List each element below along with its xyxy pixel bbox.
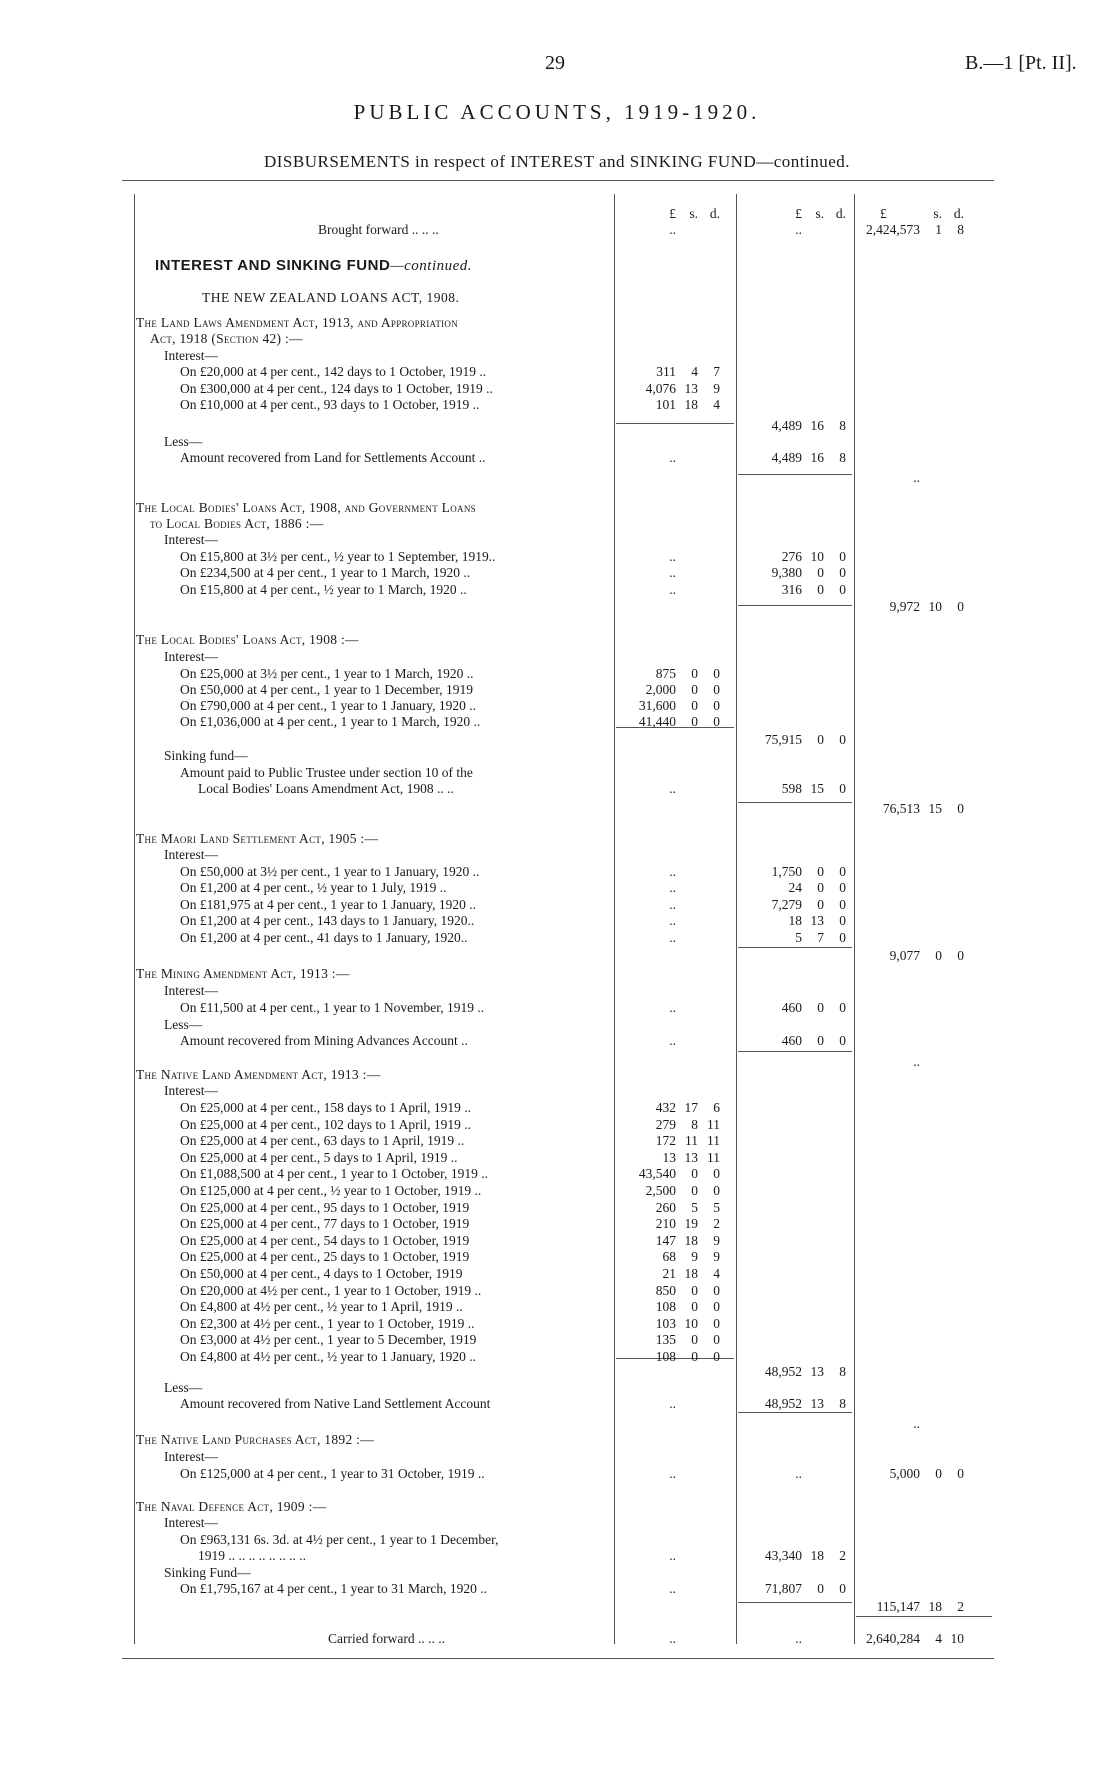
- pence: 9: [713, 1232, 720, 1248]
- c1-dots: ..: [669, 549, 676, 564]
- pounds: 5,000: [889, 1466, 920, 1481]
- mining-title: The Mining Amendment Act, 1913 :—: [136, 966, 350, 981]
- pence: 0: [839, 880, 846, 895]
- pounds: 68: [662, 1249, 676, 1265]
- document-reference: B.—1 [Pt. II].: [965, 52, 1077, 74]
- pounds: 108: [655, 1299, 676, 1315]
- item-label: On £790,000 at 4 per cent., 1 year to 1 January, 1920 ..: [180, 698, 477, 713]
- rule-mining-c2: [738, 1051, 852, 1052]
- c1-dots: ..: [669, 897, 676, 912]
- pounds: 9,077: [889, 948, 920, 963]
- pence: 11: [707, 1133, 720, 1149]
- mining-interest: Interest—: [164, 983, 218, 998]
- shillings: 0: [691, 714, 698, 729]
- native-less: Less—: [164, 1380, 203, 1395]
- c2-dots: ..: [795, 222, 802, 237]
- rule-naval-c2: [738, 1602, 852, 1603]
- lb1908-interest: Interest—: [164, 649, 218, 664]
- page-title: PUBLIC ACCOUNTS, 1919-1920.: [353, 100, 761, 124]
- pence: 0: [839, 930, 846, 945]
- pence: 11: [707, 1149, 720, 1165]
- bf-pence: 8: [957, 222, 964, 237]
- shillings: 0: [691, 698, 698, 713]
- item-label: On £1,088,500 at 4 per cent., 1 year to 1 October, 1919 ..: [180, 1166, 489, 1182]
- pence: 9: [713, 1249, 720, 1265]
- shillings: 18: [684, 1266, 698, 1281]
- maori-title: The Maori Land Settlement Act, 1905 :—: [136, 831, 379, 846]
- page-subtitle: DISBURSEMENTS in respect of INTEREST and SINKING FUND—continued.: [263, 152, 851, 171]
- lb1908-title: The Local Bodies' Loans Act, 1908 :—: [136, 632, 359, 647]
- pounds: 103: [655, 1315, 676, 1331]
- pounds: 172: [655, 1133, 676, 1149]
- c3-dots: ..: [913, 470, 920, 485]
- pounds: 5: [795, 930, 802, 945]
- shillings: 13: [684, 1149, 698, 1165]
- item-label-2: 1919 .. .. .. .. .. .. .. ..: [198, 1548, 306, 1563]
- rule-land-laws-c2: [738, 474, 852, 475]
- item-label: On £234,500 at 4 per cent., 1 year to 1 March, 1920 ..: [180, 565, 471, 580]
- pence: 4: [713, 1266, 720, 1281]
- shillings: 8: [691, 1116, 698, 1132]
- shillings: 0: [935, 948, 942, 963]
- shillings: 0: [817, 880, 824, 895]
- item-label: On £25,000 at 3½ per cent., 1 year to 1 March, 1920 ..: [180, 666, 474, 681]
- rule-maori-c2: [738, 947, 852, 948]
- item-label: On £25,000 at 4 per cent., 158 days to 1 April, 1919 ..: [180, 1100, 471, 1115]
- shillings: 7: [817, 930, 824, 945]
- pence: 6: [713, 1100, 720, 1115]
- pounds: 75,915: [764, 732, 802, 747]
- land-laws-title-1: The Land Laws Amendment Act, 1913, and Appropriation: [136, 315, 459, 330]
- native-title: The Native Land Amendment Act, 1913 :—: [136, 1067, 381, 1082]
- pence: 0: [839, 781, 846, 796]
- shillings: 10: [684, 1315, 698, 1331]
- shillings: 0: [691, 666, 698, 681]
- sink-label-2: Local Bodies' Loans Amendment Act, 1908 .. ..: [198, 781, 454, 796]
- pounds: 850: [655, 1282, 676, 1298]
- pence: 8: [839, 418, 846, 433]
- shillings: 0: [817, 1033, 824, 1048]
- sink-label: On £1,795,167 at 4 per cent., 1 year to 31 March, 1920 ..: [180, 1581, 488, 1596]
- item-label: On £4,800 at 4½ per cent., ½ year to 1 April, 1919 ..: [180, 1299, 463, 1315]
- shillings: 18: [810, 1548, 824, 1563]
- shillings: 10: [810, 549, 824, 564]
- cf-pence: 10: [950, 1631, 964, 1646]
- shillings: 0: [817, 864, 824, 879]
- c1-dots: ..: [669, 582, 676, 597]
- table-bottom-rule: [122, 1658, 994, 1659]
- pounds: 460: [781, 1033, 802, 1048]
- pence: 0: [839, 1033, 846, 1048]
- pence: 0: [713, 666, 720, 681]
- shillings: 18: [684, 1232, 698, 1248]
- rule-lb-loans-c2: [738, 605, 852, 606]
- shillings: 0: [817, 1000, 824, 1015]
- pence: 0: [839, 1000, 846, 1015]
- c2-dots: ..: [795, 1631, 802, 1646]
- item-label: On £25,000 at 4 per cent., 63 days to 1 April, 1919 ..: [180, 1133, 465, 1149]
- item-label: On £125,000 at 4 per cent., ½ year to 1 October, 1919 ..: [180, 1183, 482, 1198]
- shillings: 0: [691, 1332, 698, 1348]
- pound-head: £: [795, 206, 802, 221]
- native-interest: Interest—: [164, 1083, 218, 1098]
- pence: 0: [839, 565, 846, 580]
- item-label: On £15,800 at 4 per cent., ½ year to 1 March, 1920 ..: [180, 582, 467, 597]
- c1-dots: ..: [669, 781, 676, 796]
- pence: 4: [713, 397, 720, 412]
- rule-land-laws-c1: [616, 423, 734, 424]
- pounds: 71,807: [764, 1581, 802, 1596]
- pence: 8: [839, 1396, 846, 1411]
- pence: 0: [713, 698, 720, 713]
- shillings: 0: [691, 682, 698, 697]
- pound-head: £: [669, 206, 676, 221]
- shillings: 0: [817, 582, 824, 597]
- shillings: 16: [810, 418, 824, 433]
- item-label: On £3,000 at 4½ per cent., 1 year to 5 December, 1919: [180, 1332, 477, 1348]
- pounds: 875: [655, 666, 676, 681]
- pence: 0: [839, 582, 846, 597]
- pence-head: d.: [835, 206, 846, 221]
- shillings: 9: [691, 1249, 698, 1265]
- lb1908-sink-label-1: Amount paid to Public Trustee under section 10 of the: [180, 765, 473, 780]
- pounds: 4,489: [771, 450, 802, 465]
- rule-native-c2: [738, 1412, 852, 1413]
- carried-forward-label: Carried forward .. .. ..: [328, 1631, 445, 1646]
- naval-sinking: Sinking Fund—: [164, 1565, 251, 1580]
- c2-dots: ..: [795, 1466, 802, 1481]
- pounds: 21: [662, 1266, 676, 1281]
- pounds: 4,076: [645, 381, 676, 396]
- item-label: On £25,000 at 4 per cent., 95 days to 1 October, 1919: [180, 1199, 470, 1215]
- pounds: 31,600: [638, 698, 676, 713]
- pence: 0: [957, 948, 964, 963]
- pence: 5: [713, 1199, 720, 1215]
- c1-dots: ..: [669, 864, 676, 879]
- pounds: 2,500: [645, 1183, 676, 1198]
- recovered-label: Amount recovered from Native Land Settlement Account: [180, 1396, 491, 1411]
- pence: 2: [957, 1599, 964, 1614]
- pounds: 432: [655, 1100, 676, 1115]
- act-heading: THE NEW ZEALAND LOANS ACT, 1908.: [202, 290, 460, 305]
- shillings: 0: [817, 732, 824, 747]
- cf-shillings: 4: [935, 1631, 942, 1646]
- table-top-rule: [122, 180, 994, 181]
- c1-dots: ..: [669, 1396, 676, 1411]
- shillings: 0: [691, 1166, 698, 1182]
- pounds: 316: [781, 582, 802, 597]
- item-label: On £20,000 at 4 per cent., 142 days to 1 October, 1919 ..: [180, 364, 487, 379]
- pence: 8: [839, 450, 846, 465]
- item-label: On £300,000 at 4 per cent., 124 days to 1 October, 1919 ..: [180, 381, 493, 396]
- pence: 0: [957, 1466, 964, 1481]
- pounds: 460: [781, 1000, 802, 1015]
- shillings: 16: [810, 450, 824, 465]
- pounds: 41,440: [638, 714, 676, 729]
- shillings: 0: [691, 1282, 698, 1298]
- pounds: 76,513: [882, 801, 920, 816]
- shillings: 4: [691, 364, 698, 379]
- shillings: 13: [810, 913, 824, 928]
- c1-dots: ..: [669, 222, 676, 237]
- pounds: 147: [655, 1232, 676, 1248]
- column-divider-2: [736, 194, 737, 1644]
- pence: 0: [713, 1299, 720, 1315]
- item-label: On £50,000 at 4 per cent., 1 year to 1 December, 1919: [180, 682, 473, 697]
- pence-head: d.: [709, 206, 720, 221]
- pence: 0: [713, 1349, 720, 1364]
- shillings: 19: [684, 1216, 698, 1232]
- pence: 2: [839, 1548, 846, 1563]
- shilling-head: s.: [815, 206, 824, 221]
- shillings: 13: [810, 1364, 824, 1379]
- pence: 0: [957, 801, 964, 816]
- pounds: 135: [655, 1332, 676, 1348]
- naval-title: The Naval Defence Act, 1909 :—: [136, 1499, 327, 1514]
- land-laws-less: Less—: [164, 434, 203, 449]
- item-label: On £25,000 at 4 per cent., 54 days to 1 October, 1919: [180, 1232, 470, 1248]
- bf-pounds: 2,424,573: [866, 222, 920, 237]
- pence: 8: [839, 1364, 846, 1379]
- c1-dots: ..: [669, 1548, 676, 1563]
- c1-dots: ..: [669, 1466, 676, 1481]
- pence: 0: [839, 732, 846, 747]
- maori-interest: Interest—: [164, 847, 218, 862]
- c1-dots: ..: [669, 1000, 676, 1015]
- item-label: On £1,200 at 4 per cent., 41 days to 1 January, 1920..: [180, 930, 468, 945]
- c1-dots: ..: [669, 880, 676, 895]
- item-label: On £10,000 at 4 per cent., 93 days to 1 October, 1919 ..: [180, 397, 480, 412]
- brought-forward-label: Brought forward .. .. ..: [318, 222, 439, 237]
- pounds: 276: [781, 549, 802, 564]
- mining-less: Less—: [164, 1017, 203, 1032]
- shillings: 0: [817, 897, 824, 912]
- item-label: On £50,000 at 3½ per cent., 1 year to 1 January, 1920 ..: [180, 864, 480, 879]
- c1-dots: ..: [669, 1631, 676, 1646]
- shillings: 0: [817, 1581, 824, 1596]
- c1-dots: ..: [669, 1033, 676, 1048]
- pounds: 4,489: [771, 418, 802, 433]
- item-label: On £125,000 at 4 per cent., 1 year to 31 October, 1919 ..: [180, 1466, 485, 1481]
- item-label: On £181,975 at 4 per cent., 1 year to 1 January, 1920 ..: [180, 897, 477, 912]
- shillings: 15: [928, 801, 942, 816]
- lb-loans-title-1: The Local Bodies' Loans Act, 1908, and Government Loans: [136, 500, 476, 515]
- item-label: On £11,500 at 4 per cent., 1 year to 1 November, 1919 ..: [180, 1000, 485, 1015]
- c1-dots: ..: [669, 450, 676, 465]
- pounds: 7,279: [771, 897, 802, 912]
- pounds: 18: [788, 913, 802, 928]
- pounds: 2,000: [645, 682, 676, 697]
- shillings: 17: [684, 1100, 698, 1115]
- pence: 0: [713, 1166, 720, 1182]
- shillings: 0: [691, 1183, 698, 1198]
- pounds: 9,380: [771, 565, 802, 580]
- shilling-head: s.: [689, 206, 698, 221]
- pence: 0: [713, 1282, 720, 1298]
- c1-dots: ..: [669, 930, 676, 945]
- c3-dots: ..: [913, 1416, 920, 1431]
- purchases-interest: Interest—: [164, 1449, 218, 1464]
- item-label: On £25,000 at 4 per cent., 77 days to 1 October, 1919: [180, 1216, 470, 1232]
- land-laws-title-2: Act, 1918 (Section 42) :—: [150, 331, 303, 346]
- pounds: 115,147: [876, 1599, 920, 1614]
- pence: 0: [713, 682, 720, 697]
- naval-item-label-1: On £963,131 6s. 3d. at 4½ per cent., 1 year to 1 December,: [180, 1532, 499, 1547]
- pence: 0: [839, 549, 846, 564]
- c1-dots: ..: [669, 565, 676, 580]
- pounds: 48,952: [764, 1364, 802, 1379]
- item-label: On £1,200 at 4 per cent., ½ year to 1 July, 1919 ..: [180, 880, 447, 895]
- item-label: On £1,036,000 at 4 per cent., 1 year to 1 March, 1920 ..: [180, 714, 481, 729]
- shillings: 5: [691, 1199, 698, 1215]
- item-label: On £1,200 at 4 per cent., 143 days to 1 January, 1920..: [180, 913, 475, 928]
- pence: 9: [713, 381, 720, 396]
- pence: 7: [713, 364, 720, 379]
- section-heading-suffix: —continued.: [390, 258, 473, 274]
- pounds: 279: [655, 1116, 676, 1132]
- recovered-label: Amount recovered from Land for Settlements Account ..: [180, 450, 486, 465]
- pence: 0: [713, 1183, 720, 1198]
- shillings: 13: [810, 1396, 824, 1411]
- pounds: 101: [655, 397, 676, 412]
- pence: 2: [713, 1216, 720, 1232]
- pence: 0: [839, 864, 846, 879]
- pence: 0: [713, 1315, 720, 1331]
- pounds: 260: [655, 1199, 676, 1215]
- item-label: On £4,800 at 4½ per cent., ½ year to 1 January, 1920 ..: [180, 1349, 477, 1364]
- item-label: On £15,800 at 3½ per cent., ½ year to 1 September, 1919..: [180, 549, 496, 564]
- pounds: 108: [655, 1349, 676, 1364]
- shilling-head: s.: [933, 206, 942, 221]
- pounds: 13: [662, 1149, 676, 1165]
- shillings: 11: [685, 1133, 698, 1149]
- purchases-title: The Native Land Purchases Act, 1892 :—: [136, 1432, 375, 1447]
- item-label: On £20,000 at 4½ per cent., 1 year to 1 October, 1919 ..: [180, 1282, 482, 1298]
- rule-naval-c3: [856, 1616, 992, 1617]
- pounds: 210: [655, 1216, 676, 1232]
- shillings: 15: [810, 781, 824, 796]
- land-laws-interest: Interest—: [164, 348, 218, 363]
- item-label: On £25,000 at 4 per cent., 102 days to 1 April, 1919 ..: [180, 1116, 471, 1132]
- pence: 0: [713, 1332, 720, 1348]
- shillings: 0: [691, 1349, 698, 1364]
- lb-loans-interest: Interest—: [164, 532, 218, 547]
- column-divider-3: [854, 194, 855, 1644]
- naval-interest: Interest—: [164, 1515, 218, 1530]
- pounds: 1,750: [771, 864, 802, 879]
- shillings: 0: [691, 1299, 698, 1315]
- shillings: 18: [684, 397, 698, 412]
- pounds: 598: [781, 781, 802, 796]
- item-label: On £50,000 at 4 per cent., 4 days to 1 October, 1919: [180, 1266, 463, 1281]
- pence: 0: [839, 913, 846, 928]
- bf-shillings: 1: [935, 222, 942, 237]
- section-heading-main: INTEREST AND SINKING FUND: [155, 257, 391, 274]
- table-left-rule: [134, 194, 135, 1644]
- pence: 11: [707, 1116, 720, 1132]
- pence: 0: [713, 714, 720, 729]
- pence: 0: [957, 599, 964, 614]
- recovered-label: Amount recovered from Mining Advances Account ..: [180, 1033, 468, 1048]
- c3-dots: ..: [913, 1054, 920, 1069]
- c1-dots: ..: [669, 913, 676, 928]
- item-label: On £2,300 at 4½ per cent., 1 year to 1 October, 1919 ..: [180, 1315, 475, 1331]
- pounds: 48,952: [764, 1396, 802, 1411]
- cf-pounds: 2,640,284: [866, 1631, 920, 1646]
- c1-dots: ..: [669, 1581, 676, 1596]
- pounds: 311: [656, 364, 676, 379]
- rule-lb1908-c2: [738, 802, 852, 803]
- pound-head: £: [880, 206, 887, 221]
- pounds: 43,340: [764, 1548, 802, 1563]
- shillings: 0: [817, 565, 824, 580]
- shillings: 0: [935, 1466, 942, 1481]
- pounds: 24: [788, 880, 802, 895]
- shillings: 10: [928, 599, 942, 614]
- item-label: On £25,000 at 4 per cent., 25 days to 1 October, 1919: [180, 1249, 470, 1265]
- pence: 0: [839, 897, 846, 912]
- shillings: 13: [684, 381, 698, 396]
- lb-loans-title-2: to Local Bodies Act, 1886 :—: [150, 516, 324, 531]
- lb1908-sinking: Sinking fund—: [164, 748, 248, 763]
- pence-head: d.: [953, 206, 964, 221]
- pounds: 43,540: [638, 1166, 676, 1182]
- pence: 0: [839, 1581, 846, 1596]
- shillings: 18: [928, 1599, 942, 1614]
- item-label: On £25,000 at 4 per cent., 5 days to 1 April, 1919 ..: [180, 1149, 458, 1165]
- page-number: 29: [545, 52, 565, 74]
- pounds: 9,972: [889, 599, 920, 614]
